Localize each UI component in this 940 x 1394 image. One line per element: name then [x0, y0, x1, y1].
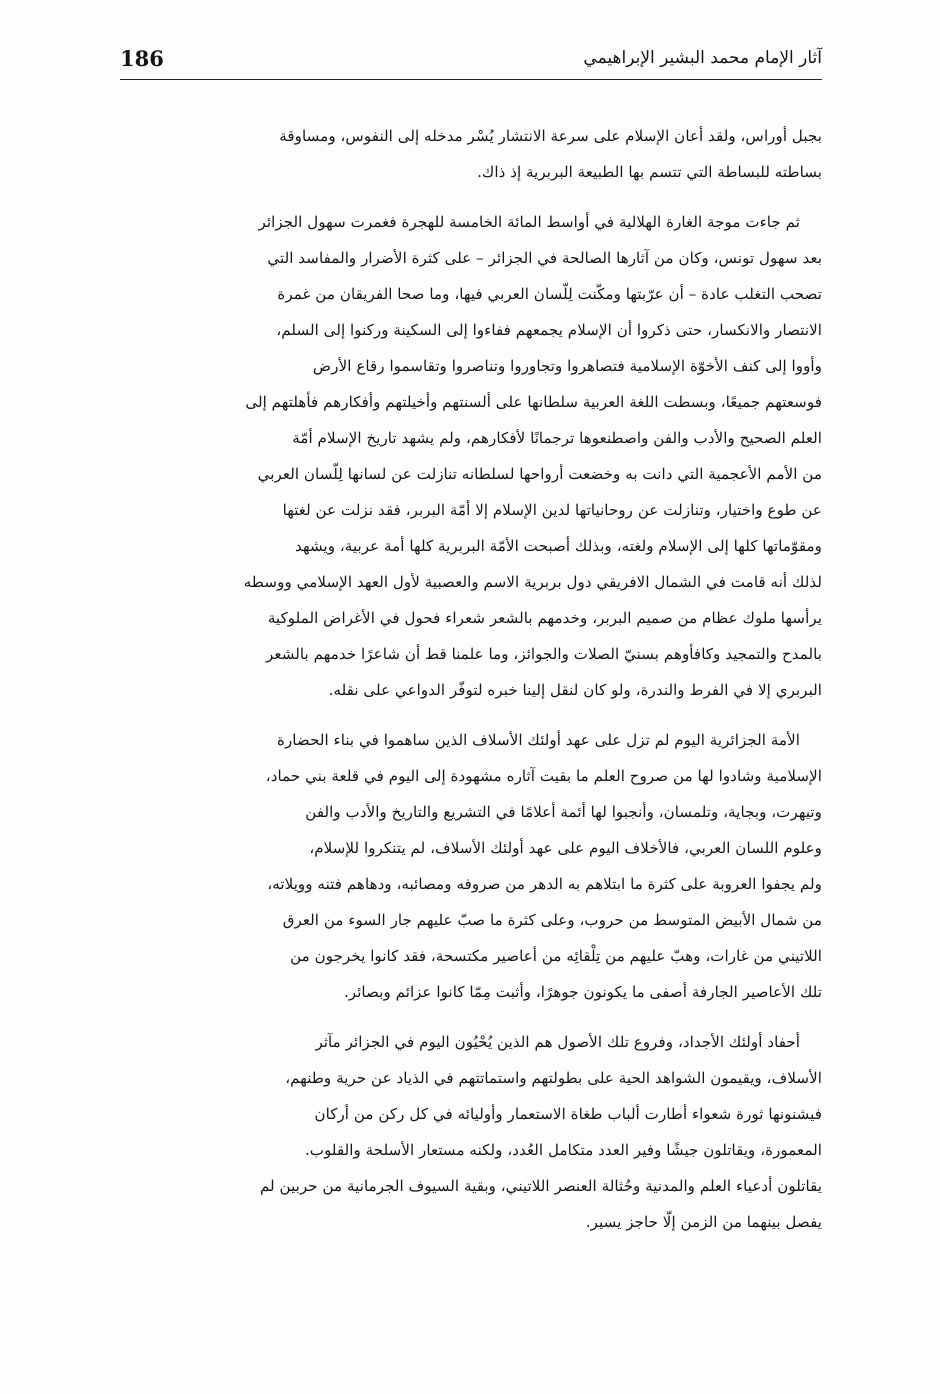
text-line: تصحب التغلب عادة – أن عرّبتها ومكّنت لِلّسان العربي فيها، وما صحا الفريقان من غمرة: [277, 285, 822, 303]
paragraph-3: [120, 722, 822, 1010]
text-line: ولم يجفوا العروبة على كثرة ما ابتلاهم به الدهر من صروفه ومصائبه، ودهاهم فتنه وويلاته،: [267, 875, 822, 893]
text-line: المعمورة، ويقاتلون جيشًا وفير العدد متكامل العُدد، ولكنه مستعار الأسلحة والقلوب.: [304, 1141, 822, 1159]
text-line: يرأسها ملوك عظام من صميم البربر، وخدمهم بالشعر شعراء فحول في الأغراض الملوكية: [267, 609, 822, 627]
text-line: يقاتلون أدعياء العلم والمدنية وحُثالة العنصر اللاتيني، وبقية السيوف الجرمانية من حربين لم: [259, 1177, 822, 1195]
body-text: [120, 118, 822, 1240]
text-line: لذلك أنه قامت في الشمال الافريقي دول بربرية الاسم والعصبية لأول العهد الإسلامي ووسطه: [243, 573, 822, 591]
text-line: ثم جاءت موجة الغارة الهلالية في أواسط المائة الخامسة للهجرة فغمرت سهول الجزائر: [258, 213, 800, 231]
text-line: البربري إلا في الفرط والندرة، ولو كان لنقل إلينا خبره لتوفّر الدواعي على نقله.: [328, 681, 822, 699]
header-rule: [120, 79, 822, 80]
text-line: من شمال الأبيض المتوسط من حروب، وعلى كثرة ما صبّ عليهم جار السوء من العرق: [282, 911, 822, 929]
paragraph-1: [120, 118, 822, 190]
text-line: فوسعتهم جميعًا، وبسطت اللغة العربية سلطانها على ألسنتهم وأخيلتهم وأفكارهم فأهلتهم إلى: [245, 393, 822, 411]
text-line: الإسلامية وشادوا لها من صروح العلم ما بقيت آثاره مشهودة إلى اليوم في قلعة بني حماد،: [265, 767, 822, 785]
text-line: ومقوّماتها كلها إلى الإسلام ولغته، وبذلك أصبحت الأمّة البربرية كلها أمة عربية، ويشهد: [294, 537, 822, 555]
text-line: بجبل أوراس، ولقد أعان الإسلام على سرعة الانتشار يُسْر مدخله إلى النفوس، ومساوقة: [279, 127, 822, 145]
text-line: عن طوع واختيار، وتنازلت عن روحانياتها لدين الإسلام إلا أمّة البربر، فقد نزلت عن لغتها: [282, 501, 822, 519]
text-line: تلك الأعاصير الجارفة أصفى ما يكونون جوهرًا، وأثبت مِمّا كانوا عزائم وبصائر.: [343, 983, 822, 1001]
text-line: الانتصار والانكسار، حتى ذكروا أن الإسلام يجمعهم ففاءوا إلى السكينة وركنوا إلى السلم،: [276, 321, 822, 339]
text-line: وأووا إلى كنف الأخوّة الإسلامية فتصاهروا وتجاوروا وتناصروا وتقاسموا رقاع الأرض: [312, 357, 822, 375]
text-line: بعد سهول تونس، وكان من آثارها الصالحة في الجزائر – على كثرة الأضرار والمفاسد التي: [267, 249, 822, 267]
text-line: أحفاد أولئك الأجداد، وفروع تلك الأصول هم الذين يُحْيُون اليوم في الجزائر مآثر: [315, 1033, 800, 1051]
text-line: العلم الصحيح والأدب والفن واصطنعوها ترجمانًا لأفكارهم، ولم يشهد تاريخ الإسلام أمّة: [292, 429, 822, 447]
text-line: وتيهرت، وبجاية، وتلمسان، وأنجبوا لها أئمة أعلامًا في التشريع والتاريخ والأدب والفن: [305, 803, 822, 821]
page-number: 186: [120, 46, 164, 71]
text-line: بالمدح والتمجيد وكافأوهم بسنيّ الصلات والجوائز، وما علمنا قط أن شاعرًا خدمهم بالشعر: [266, 645, 822, 663]
text-line: من الأمم الأعجمية التي دانت به وخضعت أرواحها لسلطانه تنازلت عن لسانها لِلّسان العربي: [257, 465, 822, 483]
text-line: الأمة الجزائرية اليوم لم تزل على عهد أولئك الأسلاف الذين ساهموا في بناء الحضارة: [276, 731, 800, 749]
text-line: بساطته للبساطة التي تتسم بها الطبيعة البربرية إذ ذاك.: [477, 163, 822, 181]
text-line: اللاتيني من غارات، وهبّ عليهم من تِلْقائِه من أعاصير مكتسحة، فقد كانوا يخرجون من: [290, 947, 822, 965]
text-line: فيشنونها ثورة شعواء أطارت ألباب طغاة الاستعمار وأوليائه في كل ركن من أركان: [314, 1105, 822, 1123]
page-header: [120, 44, 822, 78]
paragraph-4: [120, 1024, 822, 1240]
running-title: آثار الإمام محمد البشير الإبراهيمي: [583, 48, 822, 68]
text-line: وعلوم اللسان العربي، فالأخلاف اليوم على عهد أولئك الأسلاف، لم يتنكروا للإسلام،: [309, 839, 822, 857]
text-line: يفصل بينهما من الزمن إلّا حاجز يسير.: [585, 1213, 822, 1231]
paragraph-2: [120, 204, 822, 708]
text-line: الأسلاف، ويقيمون الشواهد الحية على بطولتهم واستماتتهم في الذياد عن حرية وطنهم،: [285, 1069, 822, 1087]
